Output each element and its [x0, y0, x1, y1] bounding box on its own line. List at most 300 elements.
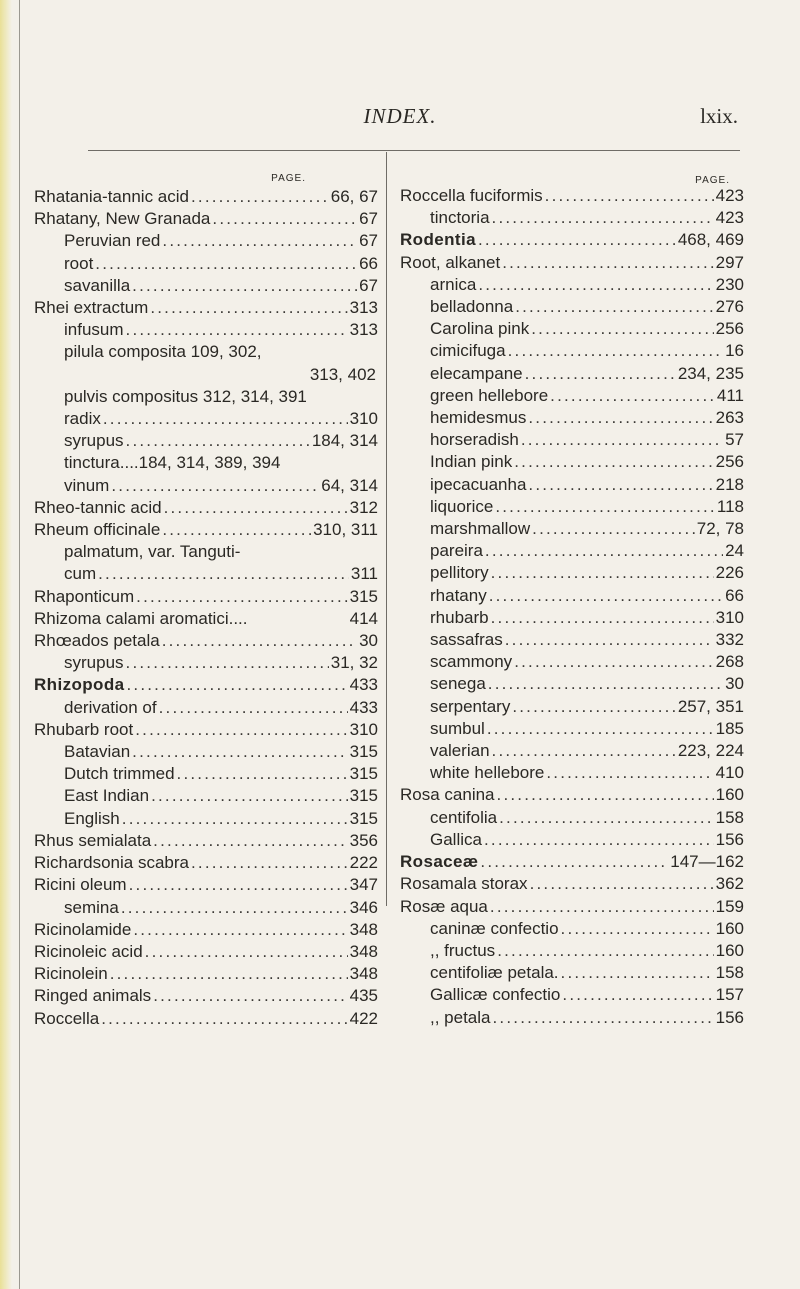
- leader-dots: [560, 984, 713, 1006]
- entry-term: Gallica: [430, 829, 482, 849]
- entry-pages: 30: [725, 674, 744, 694]
- entry-pages: 311: [350, 564, 378, 584]
- index-entry: [34, 719, 378, 741]
- leader-dots: [478, 851, 668, 873]
- entry-term: tinctura....184, 314, 389, 394: [64, 453, 281, 473]
- entry-term: palmatum, var. Tanguti-: [64, 542, 241, 562]
- index-entry: [34, 452, 378, 474]
- entry-pages: 315: [349, 586, 378, 606]
- entry-term: pilula composita 109, 302,: [64, 342, 262, 362]
- entry-term: ,, fructus: [430, 940, 496, 960]
- entry-term: root: [64, 253, 94, 273]
- entry-term: semina: [64, 897, 119, 917]
- leader-dots: [495, 784, 714, 806]
- index-entry: [400, 474, 744, 496]
- entry-pages: 468, 469: [677, 230, 744, 250]
- entry-term: syrupus: [64, 653, 124, 673]
- leader-dots: [149, 785, 348, 807]
- index-entry: [34, 785, 378, 807]
- index-entry: [400, 718, 744, 740]
- entry-pages: 158: [715, 807, 744, 827]
- entry-term: Rosæ aqua: [400, 896, 488, 916]
- index-entry: [34, 830, 378, 852]
- index-entry: [34, 741, 378, 763]
- index-entry: [400, 940, 744, 962]
- entry-pages: 410: [715, 763, 744, 783]
- index-entry: [34, 674, 378, 696]
- leader-dots: [108, 963, 348, 985]
- entry-pages: 66, 67: [330, 187, 378, 206]
- index-entry: [34, 919, 378, 941]
- leader-dots: [543, 185, 714, 207]
- page-column-heading: PAGE.: [695, 175, 730, 186]
- leader-dots: [189, 852, 348, 874]
- entry-pages: 66: [725, 585, 744, 605]
- entry-pages: 315: [349, 808, 378, 828]
- leader-dots: [160, 630, 357, 652]
- entry-term: savanilla: [64, 275, 131, 295]
- entry-term: centifoliæ petala.: [430, 963, 559, 983]
- index-entry: [400, 762, 744, 784]
- leader-dots: [544, 762, 713, 784]
- entry-term: Rhaponticum: [34, 586, 135, 606]
- index-entry: [400, 407, 744, 429]
- index-entry: [400, 429, 744, 451]
- entry-pages: 310: [349, 409, 378, 429]
- entry-pages: 315: [349, 764, 378, 784]
- index-entry: [400, 873, 744, 895]
- entry-pages: [376, 541, 378, 563]
- entry-pages: 414: [349, 608, 378, 628]
- page-title: INDEX.: [363, 104, 437, 128]
- index-entry: [400, 784, 744, 806]
- entry-term: Ricinoleic acid: [34, 941, 143, 961]
- leader-dots: [120, 808, 348, 830]
- entry-pages: 433: [349, 675, 378, 695]
- entry-pages: 348: [349, 941, 378, 961]
- leader-dots: [134, 586, 347, 608]
- index-entry: [400, 807, 744, 829]
- entry-term: sassafras: [430, 630, 503, 650]
- entry-term: ipecacuanha: [430, 474, 527, 494]
- index-entry: [400, 385, 744, 407]
- entry-term: infusum: [64, 320, 124, 340]
- leader-dots: [240, 541, 376, 563]
- entry-pages: 257, 351: [677, 696, 744, 716]
- index-entry: [400, 696, 744, 718]
- index-entry: [400, 274, 744, 296]
- entry-pages: 223, 224: [677, 741, 744, 761]
- entry-pages: 160: [715, 940, 744, 960]
- entry-term: Rhei extractum: [34, 298, 149, 318]
- index-entry: [34, 563, 378, 585]
- leader-dots: [262, 341, 376, 363]
- entry-term: pellitory: [430, 563, 489, 583]
- entry-term: horseradish: [430, 430, 519, 450]
- leader-dots: [490, 740, 676, 762]
- entry-pages: 218: [715, 474, 744, 494]
- entry-term: pareira: [430, 541, 483, 561]
- index-entry: [34, 386, 378, 408]
- entry-pages: 348: [349, 964, 378, 984]
- index-entry: [34, 608, 378, 630]
- entry-term: centifolia: [430, 807, 498, 827]
- entry-term: Rhizopoda: [34, 675, 125, 695]
- index-entry: [400, 585, 744, 607]
- entry-term: Ricinolamide: [34, 919, 132, 939]
- index-entry: [34, 430, 378, 452]
- entry-term: Ricinolein: [34, 964, 108, 984]
- leader-dots: [489, 562, 714, 584]
- index-column-left: [34, 172, 378, 1030]
- entry-term: Rhizoma calami aromatici....: [34, 608, 248, 628]
- index-entry: [400, 185, 744, 207]
- index-entry: [400, 229, 744, 251]
- leader-dots: [489, 607, 714, 629]
- entry-term: Rhubarb root: [34, 719, 134, 739]
- index-entry: [34, 186, 378, 208]
- leader-dots: [526, 474, 713, 496]
- entry-pages: 435: [349, 986, 378, 1006]
- index-entry: [34, 319, 378, 341]
- index-entry: [34, 874, 378, 896]
- index-entry: [400, 318, 744, 340]
- index-entry: [400, 607, 744, 629]
- index-entry: [34, 541, 378, 563]
- entry-term: Roccella: [34, 1008, 100, 1028]
- entry-term: radix: [64, 409, 101, 429]
- leader-dots: [487, 585, 723, 607]
- entry-pages: 160: [715, 918, 744, 938]
- entry-pages: [376, 341, 378, 363]
- entry-pages: 157: [715, 985, 744, 1005]
- entry-pages: 347: [349, 875, 378, 895]
- leader-dots: [133, 719, 347, 741]
- index-entry: [400, 252, 744, 274]
- entry-pages: 315: [349, 742, 378, 762]
- entry-term: marshmallow: [430, 519, 531, 539]
- entry-pages: 160: [715, 785, 744, 805]
- index-entry: [34, 497, 378, 519]
- leader-dots: [493, 496, 715, 518]
- leader-dots: [124, 430, 310, 452]
- index-entry: [34, 408, 378, 430]
- entry-pages: 118: [716, 496, 744, 516]
- entry-term: Dutch trimmed: [64, 764, 175, 784]
- entry-term: ,, petala: [430, 1007, 491, 1027]
- entry-term: pulvis compositus 312, 314, 391: [64, 386, 307, 406]
- entry-term: tinctoria: [430, 208, 490, 228]
- entry-pages: 156: [715, 1007, 744, 1027]
- index-entry: [34, 297, 378, 319]
- entry-term: English: [64, 808, 120, 828]
- entry-term: Rosa canina: [400, 785, 495, 805]
- entry-term: Peruvian red: [64, 231, 161, 251]
- entry-pages: 332: [715, 630, 744, 650]
- leader-dots: [127, 874, 348, 896]
- index-entry: [34, 897, 378, 919]
- entry-term: Batavian: [64, 742, 131, 762]
- entry-pages: 263: [715, 408, 744, 428]
- leader-dots: [93, 253, 357, 275]
- leader-dots: [512, 451, 713, 473]
- entry-term: cimicifuga: [430, 341, 506, 361]
- entry-term: derivation of: [64, 697, 157, 717]
- header-rule: [88, 150, 740, 151]
- leader-dots: [476, 274, 713, 296]
- index-entry: [400, 363, 744, 385]
- leader-dots: [119, 897, 348, 919]
- entry-term: rhubarb: [430, 607, 489, 627]
- page-column-heading: PAGE.: [271, 173, 306, 184]
- index-entry: [34, 519, 378, 541]
- index-entry: [400, 851, 744, 873]
- leader-dots: [131, 919, 347, 941]
- index-entry: [400, 451, 744, 473]
- entry-term: belladonna: [430, 297, 514, 317]
- leader-dots: [490, 207, 714, 229]
- index-entry: [400, 984, 744, 1006]
- leader-dots: [151, 985, 347, 1007]
- leader-dots: [529, 318, 713, 340]
- index-entry: [400, 651, 744, 673]
- entry-term: Rosaceæ: [400, 852, 479, 872]
- leader-dots: [491, 1007, 714, 1029]
- index-entry: [34, 630, 378, 652]
- leader-dots: [510, 696, 675, 718]
- index-entry: [400, 629, 744, 651]
- entry-term: Ringed animals: [34, 986, 152, 1006]
- entry-pages: 67: [359, 275, 378, 295]
- entry-pages: 185: [715, 718, 744, 738]
- leader-dots: [210, 208, 357, 230]
- entry-pages: 423: [715, 186, 744, 205]
- entry-term: scammony: [430, 652, 513, 672]
- entry-term: hemidesmus: [430, 408, 527, 428]
- leader-dots: [109, 475, 319, 497]
- entry-pages: 362: [715, 874, 744, 894]
- leader-dots: [189, 186, 329, 208]
- index-entry: [400, 962, 744, 984]
- leader-dots: [497, 807, 714, 829]
- leader-dots: [96, 563, 349, 585]
- entry-term: Carolina pink: [430, 319, 530, 339]
- entry-pages: 156: [715, 829, 744, 849]
- index-entry: [400, 296, 744, 318]
- index-entry: [400, 207, 744, 229]
- index-entry: [34, 253, 378, 275]
- leader-dots: [130, 275, 357, 297]
- index-entry: [400, 740, 744, 762]
- entry-term: white hellebore: [430, 763, 545, 783]
- entry-pages: 184, 314: [311, 431, 378, 451]
- index-entry: [400, 918, 744, 940]
- index-entry: [34, 1008, 378, 1030]
- entry-term: Rhus semialata: [34, 830, 152, 850]
- leader-dots: [124, 319, 348, 341]
- entry-pages: 310: [715, 607, 744, 627]
- entry-pages: [376, 386, 378, 408]
- leader-dots: [485, 718, 714, 740]
- index-entry: [34, 364, 378, 386]
- index-entry: [34, 963, 378, 985]
- leader-dots: [148, 297, 347, 319]
- leader-dots: [483, 540, 723, 562]
- entry-term: Rodentia: [400, 230, 476, 250]
- entry-term: Ricini oleum: [34, 875, 127, 895]
- entry-term: valerian: [430, 741, 490, 761]
- entry-pages: 16: [725, 341, 744, 361]
- leader-dots: [530, 518, 695, 540]
- entry-pages: 276: [715, 297, 744, 317]
- leader-dots: [143, 941, 348, 963]
- entry-pages: 24: [725, 541, 744, 561]
- leader-dots: [559, 918, 714, 940]
- entry-pages: 147—162: [670, 852, 744, 872]
- entry-term: Gallicæ confectio: [430, 985, 561, 1005]
- entry-pages: 310: [349, 719, 378, 739]
- entry-term: Rheum officinale: [34, 520, 161, 540]
- entry-term: Roccella fuciformis: [400, 186, 543, 205]
- index-entry: [400, 518, 744, 540]
- entry-term: rhatany: [430, 585, 487, 605]
- leader-dots: [162, 497, 348, 519]
- entry-term: vinum: [64, 475, 110, 495]
- leader-dots: [157, 697, 348, 719]
- entry-term: cum: [64, 564, 97, 584]
- entry-pages: 64, 314: [321, 475, 378, 495]
- leader-dots: [160, 519, 311, 541]
- leader-dots: [130, 741, 347, 763]
- index-entry: [400, 896, 744, 918]
- entry-term: senega: [430, 674, 486, 694]
- leader-dots: [519, 429, 723, 451]
- entry-pages: 297: [715, 252, 744, 272]
- entry-pages: 57: [725, 430, 744, 450]
- entry-pages: 423: [715, 208, 744, 228]
- index-entry: [400, 673, 744, 695]
- leader-dots: [280, 452, 376, 474]
- index-entry: [34, 208, 378, 230]
- entry-pages: 313: [349, 298, 378, 318]
- entry-pages: 256: [715, 452, 744, 472]
- index-entry: [400, 540, 744, 562]
- entry-pages: 268: [715, 652, 744, 672]
- entry-pages: 310, 311: [313, 520, 378, 540]
- leader-dots: [495, 940, 713, 962]
- leader-dots: [248, 608, 348, 630]
- entry-term: Root, alkanet: [400, 252, 501, 272]
- leader-dots: [506, 340, 723, 362]
- entry-term: arnica: [430, 274, 477, 294]
- entry-term: green hellebore: [430, 385, 549, 405]
- entry-term: Richardsonia scabra: [34, 853, 189, 873]
- entry-pages: 72, 78: [696, 519, 744, 539]
- leader-dots: [548, 385, 715, 407]
- leader-dots: [124, 652, 329, 674]
- page-binding-edge: [0, 0, 12, 1289]
- entry-term: Rosamala storax: [400, 874, 528, 894]
- entry-pages: 315: [349, 786, 378, 806]
- entry-term: elecampane: [430, 363, 523, 383]
- leader-dots: [151, 830, 347, 852]
- entry-pages: 313: [349, 320, 378, 340]
- index-entry: [400, 562, 744, 584]
- entry-term: syrupus: [64, 431, 124, 451]
- index-entry: [34, 697, 378, 719]
- entry-pages: 158: [715, 963, 744, 983]
- leader-dots: [559, 962, 714, 984]
- leader-dots: [175, 763, 348, 785]
- entry-pages: 66: [359, 253, 378, 273]
- leader-dots: [476, 229, 676, 251]
- entry-pages: 234, 235: [677, 363, 744, 383]
- leader-dots: [526, 407, 713, 429]
- index-entry: [34, 475, 378, 497]
- index-entry: [34, 941, 378, 963]
- entry-pages: 31, 32: [330, 653, 378, 673]
- entry-pages: 226: [715, 563, 744, 583]
- entry-pages: 312: [349, 497, 378, 517]
- entry-term: caninæ confectio: [430, 918, 559, 938]
- index-entry: [34, 985, 378, 1007]
- leader-dots: [486, 673, 723, 695]
- entry-pages: 256: [715, 319, 744, 339]
- entry-pages: 356: [349, 830, 378, 850]
- entry-pages: 422: [349, 1008, 378, 1028]
- leader-dots: [482, 829, 714, 851]
- leader-dots: [124, 674, 347, 696]
- entry-pages: 230: [715, 274, 744, 294]
- index-entry: [34, 586, 378, 608]
- index-entry: [34, 275, 378, 297]
- entry-pages: 346: [349, 897, 378, 917]
- leader-dots: [503, 629, 714, 651]
- index-entry: [34, 230, 378, 252]
- leader-dots: [523, 363, 676, 385]
- index-entry: [34, 808, 378, 830]
- column-divider: [386, 152, 387, 906]
- entry-pages: 30: [359, 631, 378, 651]
- index-entry: [34, 652, 378, 674]
- entry-pages: 159: [715, 896, 744, 916]
- entry-term: Rhœados petala: [34, 631, 160, 651]
- entry-pages: 67: [359, 231, 378, 251]
- leader-dots: [500, 252, 713, 274]
- entry-pages: 348: [349, 919, 378, 939]
- entry-pages: 67: [359, 209, 378, 229]
- entry-pages: 313, 402: [309, 364, 376, 384]
- leader-dots: [488, 896, 714, 918]
- entry-term: serpentary: [430, 696, 511, 716]
- index-entry: [400, 340, 744, 362]
- entry-term: liquorice: [430, 496, 494, 516]
- entry-term: sumbul: [430, 718, 485, 738]
- entry-pages: 411: [716, 385, 744, 405]
- leader-dots: [513, 296, 713, 318]
- entry-pages: [376, 452, 378, 474]
- index-column-right: [400, 172, 744, 1029]
- page-header: [0, 104, 800, 134]
- entry-pages: 433: [349, 697, 378, 717]
- index-entry: [400, 496, 744, 518]
- binding-line: [19, 0, 20, 1289]
- index-entry: [34, 852, 378, 874]
- leader-dots: [528, 873, 714, 895]
- entry-term: Rhatany, New Granada: [34, 209, 211, 229]
- page-number: lxix.: [700, 104, 738, 128]
- entry-term: Indian pink: [430, 452, 513, 472]
